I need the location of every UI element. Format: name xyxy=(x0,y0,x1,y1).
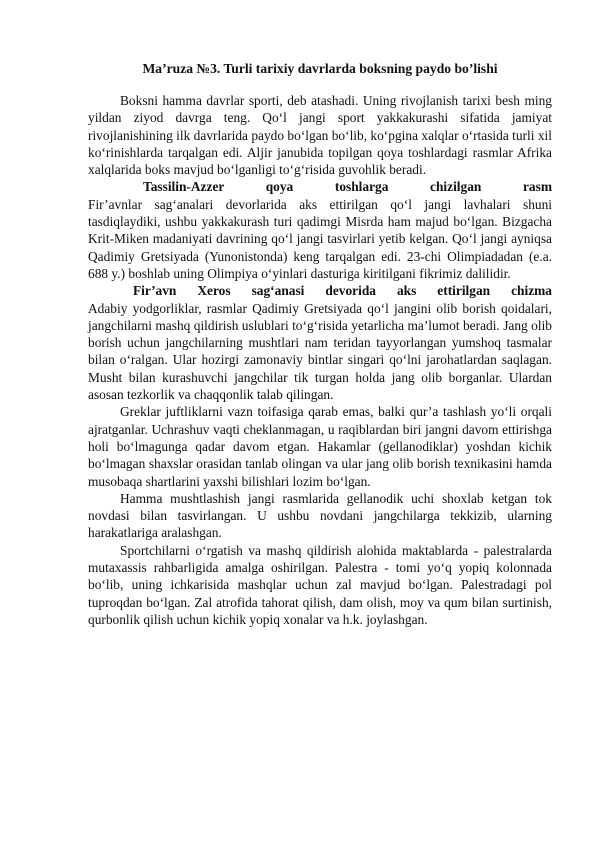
paragraph: Boksni hamma davrlar sporti, deb atashadi. Uning rivojlanish tarixi besh ming yildan ziyod davrga teng. Qo‘l jangi sport yakkakurashi sifatida jamiyat rivojlanishining ilk davrlarida paydo bo‘lgan bo‘lib, ko‘pgina xalqlar o‘rtasida turli xil ko‘rinishlarda tarqalgan edi. Aljir janubida topilgan qoya toshlardagi rasmlar Afrika xalqlarida boks mavjud bo‘lganligi to‘g‘risida guvohlik beradi. xyxy=(88,93,552,178)
paragraph: Sportchilarni o‘rgatish va mashq qildirish alohida maktablarda - palestralarda mutaxassis rahbarligida amalga oshirilgan. Palestra - tomi yo‘q yopiq kolonnada bo‘lib, uning ichkarisida mashqlar uchun zal mavjud bo‘lgan. Palestradagi pol tuproqdan bo‘lgan. Zal atrofida tahorat qilish, dam olish, moy va qum bilan surtinish, qurbonlik qilish uchun kichik yopiq xonalar va h.k. joylashgan. xyxy=(88,542,552,627)
paragraph: Adabiy yodgorliklar, rasmlar Qadimiy Gretsiyada qo‘l jangini olib borish qoidalari, jangchilarni mashq qildirish uslublari to‘g‘risida yetarlicha ma’lumot beradi. Jang olib borish uchun jangchilarning mushtlari nam teridan tayyorlangan yumshoq tasmalar bilan o‘ralgan. Ular hozirgi zamonaviy bintlar singari qo‘lni jarohatlardan saqlagan. Musht bilan kurashuvchi jangchilar tik turgan holda jang olib borganlar. Ulardan asosan tezkorlik va chaqqonlik talab qilingan. xyxy=(88,300,552,403)
paragraph: Fir’avnlar sag‘analari devorlarida aks ettirilgan qo‘l jangi lavhalari shuni tasdiqlaydiki, ushbu yakkakurash turi qadimgi Misrda ham majud bo‘lgan. Bizgacha Krit-Miken madaniyati davrining qo‘l jangi tasvirlari yetib kelgan. Qo‘l jangi ayniqsa Qadimiy Gretsiyada (Yunonistonda) keng tarqalgan edi. 23-chi Olimpiadadan (e.a. 688 y.) boshlab uning Olimpiya o‘yinlari dasturiga kiritilgani fikrimiz dalilidir. xyxy=(88,196,552,281)
figure-caption: Tassilin-Azzer qoya toshlarga chizilgan rasm xyxy=(143,179,552,195)
document-page xyxy=(88,60,552,628)
figure-caption: Fir’avn Xeros sag‘anasi devorida aks ettirilgan chizma xyxy=(133,283,552,299)
paragraph: Hamma mushtlashish jangi rasmlarida gellanodik uchi shoxlab ketgan tok novdasi bilan tasvirlangan. U ushbu novdani jangchilarga tekkizib, ularning harakatlariga aralashgan. xyxy=(88,490,552,541)
paragraph: Greklar juftliklarni vazn toifasiga qarab emas, balki qur’a tashlash yo‘li orqali ajratganlar. Uchrashuv vaqti cheklanmagan, u raqiblardan biri jangni davom ettirishga holi bo‘lmagunga qadar davom etgan. Hakamlar (gellanodiklar) yoshdan kichik bo‘lmagan shaxslar orasidan tanlab olingan va ular jang olib borish texnikasini hamda musobaqa shartlarini yaxshi bilishlari lozim bo‘lgan. xyxy=(88,404,552,489)
page-title: Ma’ruza №3. Turli tarixiy davrlarda boksning paydo bo’lishi xyxy=(142,61,498,76)
